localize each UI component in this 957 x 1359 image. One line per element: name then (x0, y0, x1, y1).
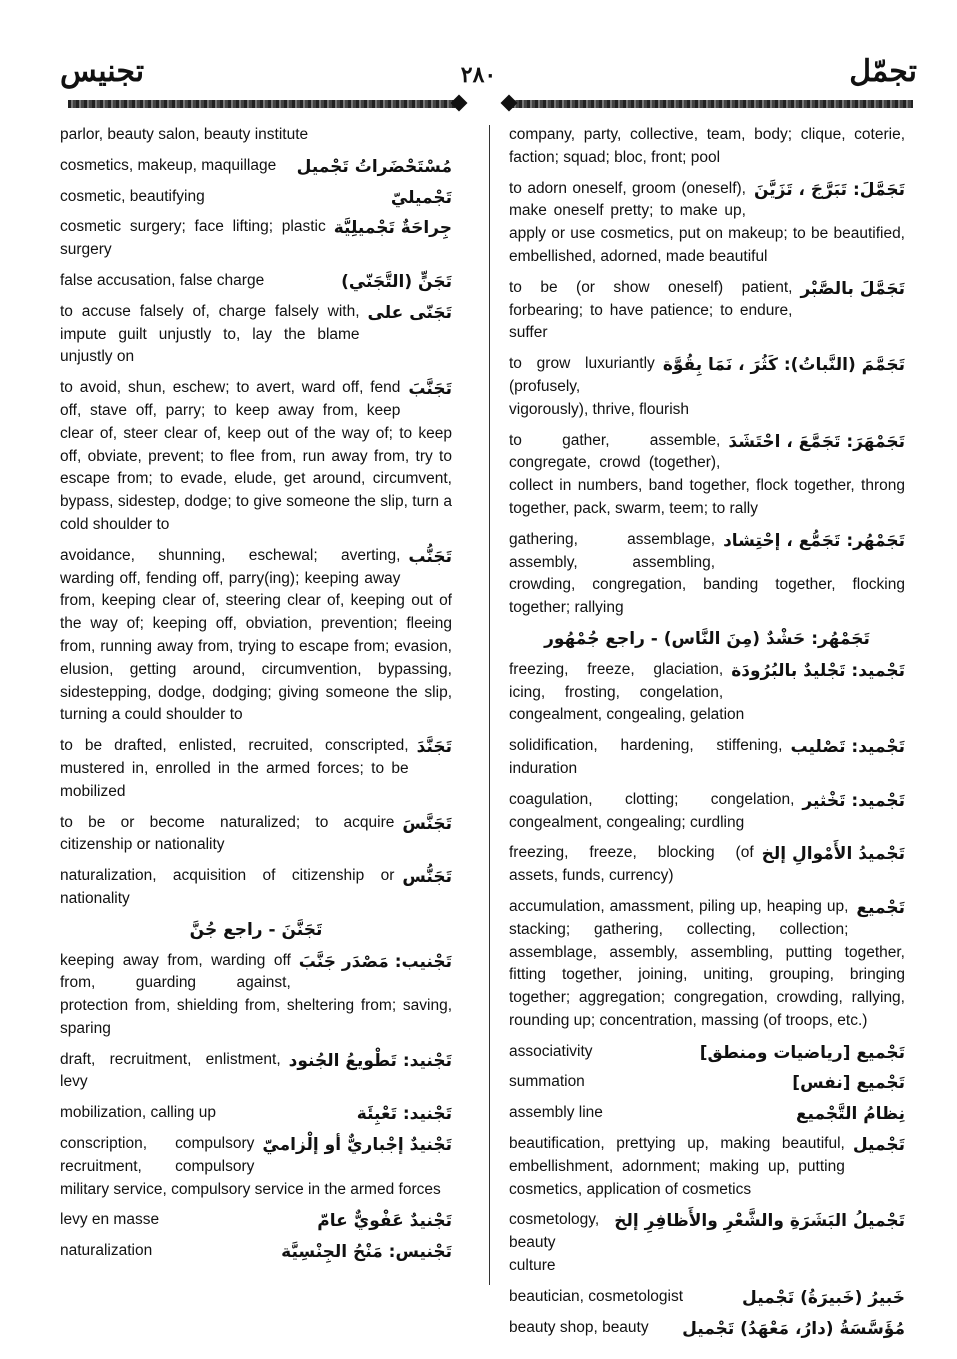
dictionary-entry (60, 735, 452, 803)
arabic-headword: تَجَنَّدَ (416, 737, 452, 758)
arabic-headword: تَجَنٍّ (التَّجَنّي) (341, 271, 452, 292)
arabic-headword: تَجَمَّلَ: تَبَرَّجَ ، تَزَيَّنَ (753, 179, 905, 200)
dictionary-entry: تَجَنَّنَ - راجع جُنَّ (189, 919, 323, 940)
dictionary-entry (509, 896, 905, 1033)
arabic-headword: تَجْميع (856, 897, 905, 918)
dictionary-entry (509, 842, 905, 888)
english-definition: cosmetics, makeup, maquillage (60, 156, 277, 174)
arabic-headword: تَجَنُّس (402, 867, 452, 888)
arabic-headword: تَجْميع [رياضيات ومنطق] (699, 1042, 905, 1063)
arabic-headword: تَجَمَّمَ (النَّباتُ): كَثُرَ ، نَمَا بِقُوَّة (662, 355, 905, 376)
english-definition: cosmetic, beautifying (60, 187, 205, 205)
dictionary-entry (509, 277, 905, 345)
left-column (60, 124, 452, 1271)
dictionary-entry (509, 529, 905, 620)
arabic-headword: نِظامُ التَّجْميع (795, 1104, 905, 1125)
dictionary-entry (60, 155, 452, 178)
english-definition: to be (or show oneself) patient, forbearing; to have patience; to endure, suffer (509, 278, 793, 342)
dictionary-entry (509, 178, 905, 269)
arabic-headword: تَجْميد: تَخْثير (802, 790, 905, 811)
header-guide-word-left: تجنيس (60, 54, 145, 89)
english-definition: freezing, freeze, glaciation, icing, frosting, congelation, congealment, congealing, gelation (509, 660, 745, 724)
english-definition: keeping away from, warding off from, guarding against, protection from, shielding from, sheltering from; saving, sparing (60, 951, 452, 1037)
arabic-headword: تَجْميل (852, 1135, 905, 1156)
dictionary-entry (509, 1041, 905, 1064)
right-column (509, 124, 905, 1347)
arabic-headword: خَبيرُ (خَبيرَةُ) تَجْميل (742, 1287, 905, 1308)
english-definition: to gather, assemble, congregate, crowd (together), collect in numbers, band together, flock together, throng together, pack, swarm, teem; to rally (509, 431, 905, 517)
english-definition: gathering, assemblage, assembly, assembling, crowding, congregation, banding together, flocking together; rallying (509, 530, 905, 617)
arabic-headword: تَجْنيدٌ عَفْويٌّ عامّ (317, 1211, 452, 1232)
header-rule-left (60, 97, 465, 111)
english-definition: to adorn oneself, groom (oneself), make oneself pretty; to make up, apply or use cosmetics, put on makeup; to be beautified, embellished, adorned, made beautiful (509, 179, 905, 265)
english-definition: solidification, hardening, stiffening, induration (509, 737, 783, 777)
english-definition: beautician, cosmetologist (509, 1287, 684, 1305)
dictionary-entry (60, 865, 452, 911)
page-number: ٢٨٠ (460, 62, 497, 88)
arabic-headword: تَجْنيدٌ إجْباريٌّ أو إلْزاميّ (262, 1135, 452, 1156)
dictionary-entry (509, 1071, 905, 1094)
english-definition: draft, recruitment, enlistment, levy (60, 1050, 281, 1091)
dictionary-entry (509, 1317, 905, 1340)
arabic-headword: تَجْميد: تَجْليدٌ بالبُرُودَة (731, 660, 905, 681)
english-definition: to accuse falsely of, charge falsely with, impute guilt unjustly to, lay the blame unjustly on (60, 302, 360, 366)
dictionary-entry: تَجَمْهُر: حَشْدٌ (مِنَ النَّاس) - راجع جُمْهُور (544, 628, 870, 649)
english-definition: cosmetology, beauty culture (509, 1211, 600, 1275)
dictionary-entry (60, 216, 452, 262)
dictionary-entry (509, 1209, 905, 1277)
english-definition: freezing, freeze, blocking (of assets, funds, currency) (509, 844, 754, 885)
dictionary-entry (60, 950, 452, 1041)
arabic-headword: تَجَنّى على (367, 302, 452, 323)
header-guide-word-right: تجمّل (849, 54, 917, 89)
english-definition: conscription, compulsory recruitment, compulsory military service, compulsory service in the armed forces (60, 1135, 441, 1198)
arabic-headword: تَجْميلُ البَشَرَةِ والشَّعْرِ والأَظافِرِ إلخ (614, 1211, 905, 1232)
arabic-headword: تَجْنيس: مَنْحُ الجِنْسِيَّة (281, 1242, 452, 1263)
dictionary-entry (60, 1240, 452, 1263)
arabic-headword: تَجَمَّلَ بالصَّبْر (800, 278, 905, 299)
english-definition: summation (509, 1073, 585, 1091)
dictionary-entry (60, 545, 452, 727)
dictionary-entry (509, 1286, 905, 1309)
english-definition: false accusation, false charge (60, 271, 265, 289)
dictionary-entry (509, 659, 905, 727)
arabic-headword: تَجْنيد: تَطْويعُ الجُنود (288, 1050, 452, 1071)
english-definition: accumulation, amassment, piling up, heaping up, stacking; gathering, collecting, collection; assemblage, assembly, assembling, putting together, fitting together, joining, uniting, grouping, bringing together; aggregation; congregation, crowding, rallying, rounding up; concentration, massing (of troops, etc.) (509, 897, 905, 1029)
column-divider (489, 125, 490, 1285)
arabic-headword: مُؤَسَّسَةُ (دارُ، مَعْهَدُ) تَجْميل (682, 1318, 905, 1339)
dictionary-entry (60, 1102, 452, 1125)
arabic-headword: مُسْتَحْضَراتُ تَجْميل (296, 156, 452, 177)
english-definition: parlor, beauty salon, beauty institute (60, 126, 309, 143)
english-definition: company, party, collective, team, body; clique, coterie, faction; squad; bloc, front; pool (509, 126, 905, 166)
arabic-headword: تَجَنَّبَ (408, 379, 452, 400)
dictionary-entry (60, 1049, 452, 1095)
english-definition: coagulation, clotting; congelation, congealment, congealing; curdling (509, 790, 795, 831)
arabic-headword: تَجَنَّسَ (402, 813, 452, 834)
arabic-headword: تَجَنُّب (408, 546, 452, 567)
arabic-headword: تَجَمْهَرَ: تَجَمَّعَ ، احْتَشَدَ (728, 431, 905, 452)
dictionary-entry (509, 789, 905, 835)
english-definition: naturalization, acquisition of citizenship or nationality (60, 867, 395, 907)
dictionary-entry (509, 1133, 905, 1201)
english-definition: associativity (509, 1042, 593, 1060)
english-definition: to be drafted, enlisted, recruited, conscripted, mustered in, enrolled in the armed forces; to be mobilized (60, 737, 409, 800)
dictionary-entry (60, 812, 452, 858)
arabic-headword: تَجَمْهُر: تَجَمُّع ، إحْتِشاد (723, 530, 905, 551)
arabic-headword: تَجْنيد: تَعْبِئَة (356, 1104, 452, 1125)
dictionary-entry (509, 430, 905, 521)
english-definition: to be or become naturalized; to acquire citizenship or nationality (60, 813, 395, 854)
dictionary-entry (509, 1102, 905, 1125)
arabic-headword: تَجْنيب: مَصْدَر جَنَّبَ (298, 951, 452, 972)
dictionary-entry (509, 124, 905, 170)
english-definition: mobilization, calling up (60, 1104, 216, 1122)
arabic-headword: تَجْميد: تَصْليب (790, 737, 905, 758)
dictionary-entry (60, 1133, 452, 1201)
dictionary-entry (60, 124, 452, 147)
header-rule-right (503, 97, 921, 111)
arabic-headword: تَجْميليّ (390, 187, 452, 208)
english-definition: naturalization (60, 1242, 153, 1260)
english-definition: to grow luxuriantly (profusely, vigorously), thrive, flourish (509, 355, 690, 418)
dictionary-entry (60, 270, 452, 293)
arabic-headword: تَجْميع [نفس] (792, 1073, 905, 1094)
english-definition: beautification, prettying up, making beautiful, embellishment, adornment; making up, putting cosmetics, application of cosmetics (509, 1135, 845, 1198)
english-definition: avoidance, shunning, eschewal; averting, warding off, fending off, parry(ing); keeping away from, keeping clear of, steering clear of, keeping out of the way of; keeping off, obviation, prevention; fleeing from, running away from, trying to escape from; evasion, elusion, getting around, circumvention, bypassing, sidestepping, dodge, dodging; giving someone the slip, turning a could shoulder to (60, 546, 452, 724)
dictionary-entry (509, 353, 905, 421)
arabic-headword: تَجْميدُ الأَمْوالِ إلخ (761, 844, 905, 865)
english-definition: cosmetic surgery; face lifting; plastic surgery (60, 218, 326, 259)
english-definition: to avoid, shun, eschew; to avert, ward off, fend off, stave off, parry; to keep away from, keep clear of, steer clear of, keep out of the way of; to keep off, obviate, prevent; to flee from, run away from, try to escape from; to evade, elude, get around, circumvent, bypass, sidestep, dodge; to give someone the slip, turn a cold shoulder to (60, 379, 452, 533)
english-definition: beauty shop, beauty (509, 1318, 649, 1336)
dictionary-entry (60, 1209, 452, 1232)
dictionary-entry (60, 301, 452, 369)
english-definition: assembly line (509, 1104, 603, 1122)
dictionary-entry (509, 735, 905, 781)
english-definition: levy en masse (60, 1211, 160, 1229)
dictionary-entry (60, 186, 452, 209)
arabic-headword: جِراحَةٌ تَجْميلِيَّة (333, 218, 452, 239)
dictionary-entry (60, 377, 452, 537)
